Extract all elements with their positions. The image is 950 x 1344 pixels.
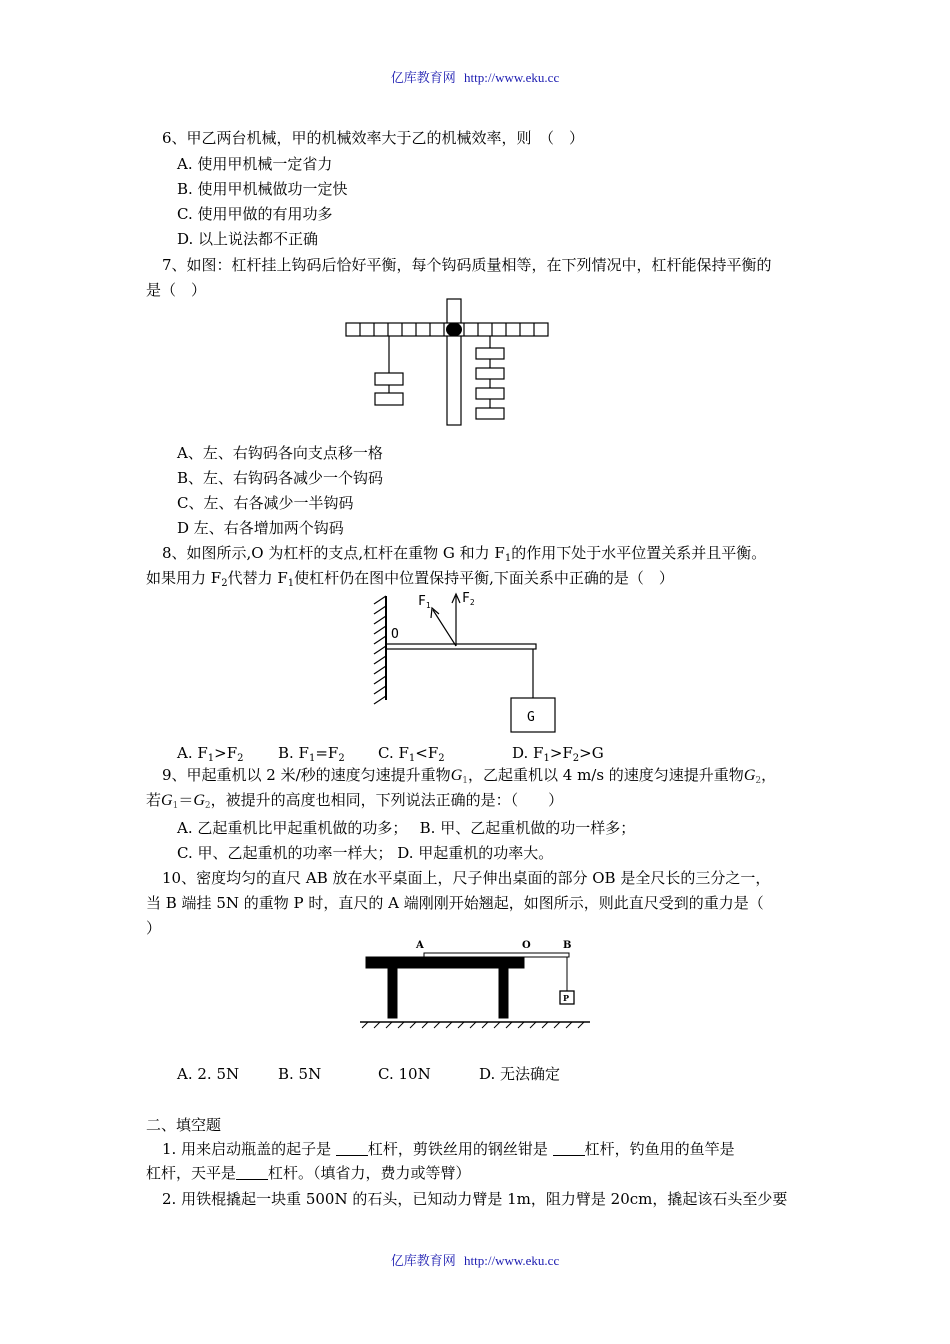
q7-stem-line1: 7、如图：杠杆挂上钩码后恰好平衡，每个钩码质量相等，在下列情况中，杠杆能保持平衡的 [162,256,772,274]
q7-option-b: B、左、右钩码各减少一个钩码 [177,469,384,487]
q7-stem-line2: 是（ ） [146,281,207,299]
label-b: B [563,940,572,951]
q9-stem-line2: 若$G_1=G_2$，被提升的高度也相同，下列说法正确的是：（ ） [146,791,564,811]
blank-2[interactable] [553,1141,585,1156]
q6-option-c: C. 使用甲做的有用功多 [177,205,333,223]
right-weight-1 [476,348,504,359]
q8-stem2-text-b: 代替力 F [227,569,288,587]
label-o: O [522,940,531,951]
force-f1-arrow [433,610,456,646]
q6-option-a: A. 使用甲机械一定省力 [177,155,333,173]
blank-3[interactable] [236,1165,268,1180]
label-a: A [416,940,424,951]
q7-option-c: C、左、右各减少一半钩码 [177,494,354,512]
lever-bar [386,644,536,649]
table-leg-left [388,968,397,1018]
table-top [366,957,524,968]
left-weight-1 [375,373,403,385]
q10-option-c: C. 10N [378,1065,431,1083]
q10-stem-line2: 当 B 端挂 5N 的重物 P 时，直尺的 A 端刚刚开始翘起，如图所示，则此直尺受到的重力是（ [146,894,764,912]
q8-option-d: D. $F_1>F_2>G$ [512,744,604,764]
q9-options-line2: C. 甲、乙起重机的功率一样大； D. 甲起重机的功率大。 [177,844,554,862]
label-f2: $F_2$ [462,591,475,607]
q10-table-figure [358,936,594,1030]
label-g: G [527,710,535,725]
blank-1[interactable] [336,1141,368,1156]
fill-2-line1: 2. 用铁棍撬起一块重 500N 的石头，已知动力臂是 1m，阻力臂是 20cm，撬起该石头至少要 [162,1190,788,1208]
q9-stem-line1: 9、甲起重机以 2 米/秒的速度匀速提升重物$G_1$，乙起重机以 4 m/s 的速度匀速提升重物$G_2$， [162,766,777,786]
table-leg-right [499,968,508,1018]
q10-stem-line1: 10、密度均匀的直尺 AB 放在水平桌面上，尺子伸出桌面的部分 OB 是全尺长的三分之一， [162,869,771,887]
header-url[interactable]: http://www.eku.cc [464,70,560,85]
q7-option-d: D 左、右各增加两个钩码 [177,519,344,537]
q8-stem1-text-a: 8、如图所示,O 为杠杆的支点,杠杆在重物 G 和力 F [162,544,505,562]
right-weight-2 [476,368,504,379]
q10-stem-line3: ） [146,919,162,937]
q8-option-b: B. $F_1=F_2$ [278,744,345,764]
wall-hatching [374,596,386,704]
q6-option-b: B. 使用甲机械做功一定快 [177,180,348,198]
fill-1-line2: 杠杆，天平是 杠杆。（填省力，费力或等臂） [146,1164,471,1182]
q8-stem1-text-b: 的作用下处于水平位置关系并且平衡。 [511,544,767,562]
label-p: P [563,993,570,1003]
right-weight-3 [476,388,504,399]
floor-hatching [362,1022,584,1028]
q8-option-c: C. $F_1<F_2$ [378,744,445,764]
q8-stem-line2 [146,568,674,588]
right-weight-4 [476,408,504,419]
q9-options-line1: A. 乙起重机比甲起重机做的功多； B. 甲、乙起重机做的功一样多； [177,819,636,837]
q8-sub: 1 [287,578,295,589]
q6-stem: 6、甲乙两台机械，甲的机械效率大于乙的机械效率，则 （ ） [162,129,585,147]
q7-lever-figure [340,295,555,443]
label-f1: $F_1$ [418,594,431,610]
q10-option-a: A. 2. 5N [177,1065,240,1083]
q8-sub: 1 [504,553,512,564]
label-o: O [391,627,399,642]
q8-stem2-text-c: 使杠杆仍在图中位置保持平衡,下面关系中正确的是（ ） [294,569,674,587]
q10-option-b: B. 5N [278,1065,322,1083]
q6-option-d: D. 以上说法都不正确 [177,230,319,248]
lever-stand [447,299,461,425]
q7-option-a: A、左、右钩码各向支点移一格 [177,444,383,462]
q8-stem-line1 [162,543,766,563]
page-footer [0,1250,950,1269]
section2-title: 二、填空题 [146,1116,222,1134]
q10-option-d: D. 无法确定 [479,1065,561,1083]
footer-site: 亿库教育网 [390,1254,456,1269]
header-site: 亿库教育网 [390,71,456,86]
footer-url[interactable]: http://www.eku.cc [464,1253,560,1268]
lever-pivot [446,323,462,337]
fill-1-line1: 1. 用来启动瓶盖的起子是 杠杆，剪铁丝用的钢丝钳是 杠杆，钓鱼用的鱼竿是 [162,1140,735,1158]
q8-sub: 2 [221,578,228,589]
page-header [0,67,950,86]
ruler-ab [424,953,569,957]
q8-option-a: A. $F_1>F_2$ [177,744,244,764]
q8-lever-figure [368,588,568,736]
left-weight-2 [375,393,403,405]
q8-stem2-text-a: 如果用力 F [146,569,222,587]
